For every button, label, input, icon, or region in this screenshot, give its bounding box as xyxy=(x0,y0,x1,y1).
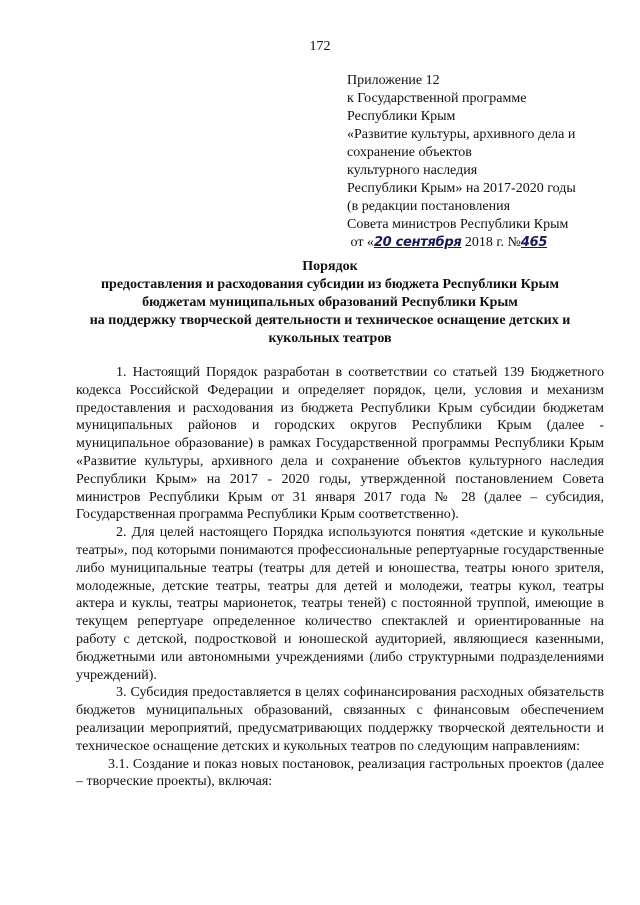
appendix-line: (в редакции постановления xyxy=(347,199,511,214)
appendix-line: Приложение 12 xyxy=(347,73,440,88)
title-line: Порядок xyxy=(302,259,358,274)
appendix-line: «Развитие культуры, архивного дела и xyxy=(347,127,576,142)
title-line: кукольных театров xyxy=(268,331,392,346)
date-year: 2018 г. № xyxy=(461,235,521,250)
appendix-line: Республики Крым» на 2017-2020 годы xyxy=(347,181,576,196)
appendix-line: к Государственной программе xyxy=(347,91,527,106)
title-line: на поддержку творческой деятельности и техническое оснащение детских и xyxy=(89,313,571,328)
handwritten-date: 20 сентября xyxy=(373,235,462,250)
appendix-line: сохранение объектов xyxy=(347,145,472,160)
appendix-line: культурного наследия xyxy=(347,163,478,178)
appendix-date-line xyxy=(347,234,617,252)
appendix-line: Республики Крым xyxy=(347,109,456,124)
document-title xyxy=(60,258,600,348)
appendix-header xyxy=(347,72,617,252)
paragraph-2: 2. Для целей настоящего Порядка используются понятия «детские и кукольные театры», под которыми понимаются профессиональные репертуарные государственные либо муниципальные театры (театры для детей и юношества, театры юного зрителя, молодежные, детские театры, театры для детей и молодежи, театры кукол, театры актера и куклы, театры марионеток, театры теней) с постоянной труппой, имеющие в текущем репертуаре определенное количество спектаклей и ориентированные на работу с детской, подростковой и юношеской аудиторией, являющиеся казенными, бюджетными или автономными учреждениями (либо структурными подразделениями учреждений). xyxy=(76,525,604,683)
paragraph-3-1: 3.1. Создание и показ новых постановок, реализация гастрольных проектов (далее – творческие проекты), включая: xyxy=(76,756,604,790)
handwritten-number: 465 xyxy=(520,235,548,250)
title-line: бюджетам муниципальных образований Республики Крым xyxy=(142,295,518,310)
date-prefix: от « xyxy=(350,235,374,250)
appendix-line: Совета министров Республики Крым xyxy=(347,217,569,232)
title-line: предоставления и расходования субсидии из бюджета Республики Крым xyxy=(100,277,560,292)
paragraph-1: 1. Настоящий Порядок разработан в соответствии со статьей 139 Бюджетного кодекса Российской Федерации и определяет порядок, цели, условия и механизм предоставления и расходования из бюджета Республики Крым субсидии бюджетам муниципальных районов и городских округов Республики Крым (далее - муниципальное образование) в рамках Государственной программы Республики Крым «Развитие культуры, архивного дела и сохранение объектов культурного наследия Республики Крым» на 2017 - 2020 годы, утвержденной постановлением Совета министров Республики Крым от 31 января 2017 года № 28 (далее – субсидия, Государственная программа Республики Крым соответственно). xyxy=(76,365,604,523)
paragraph-3: 3. Субсидия предоставляется в целях софинансирования расходных обязательств бюджетов муниципальных образований, связанных с финансовым обеспечением реализации мероприятий, предусматривающих поддержку творческой деятельности и техническое оснащение детских и кукольных театров по следующим направлениям: xyxy=(76,685,604,754)
document-body xyxy=(76,364,604,791)
page-number: 172 xyxy=(309,39,331,54)
